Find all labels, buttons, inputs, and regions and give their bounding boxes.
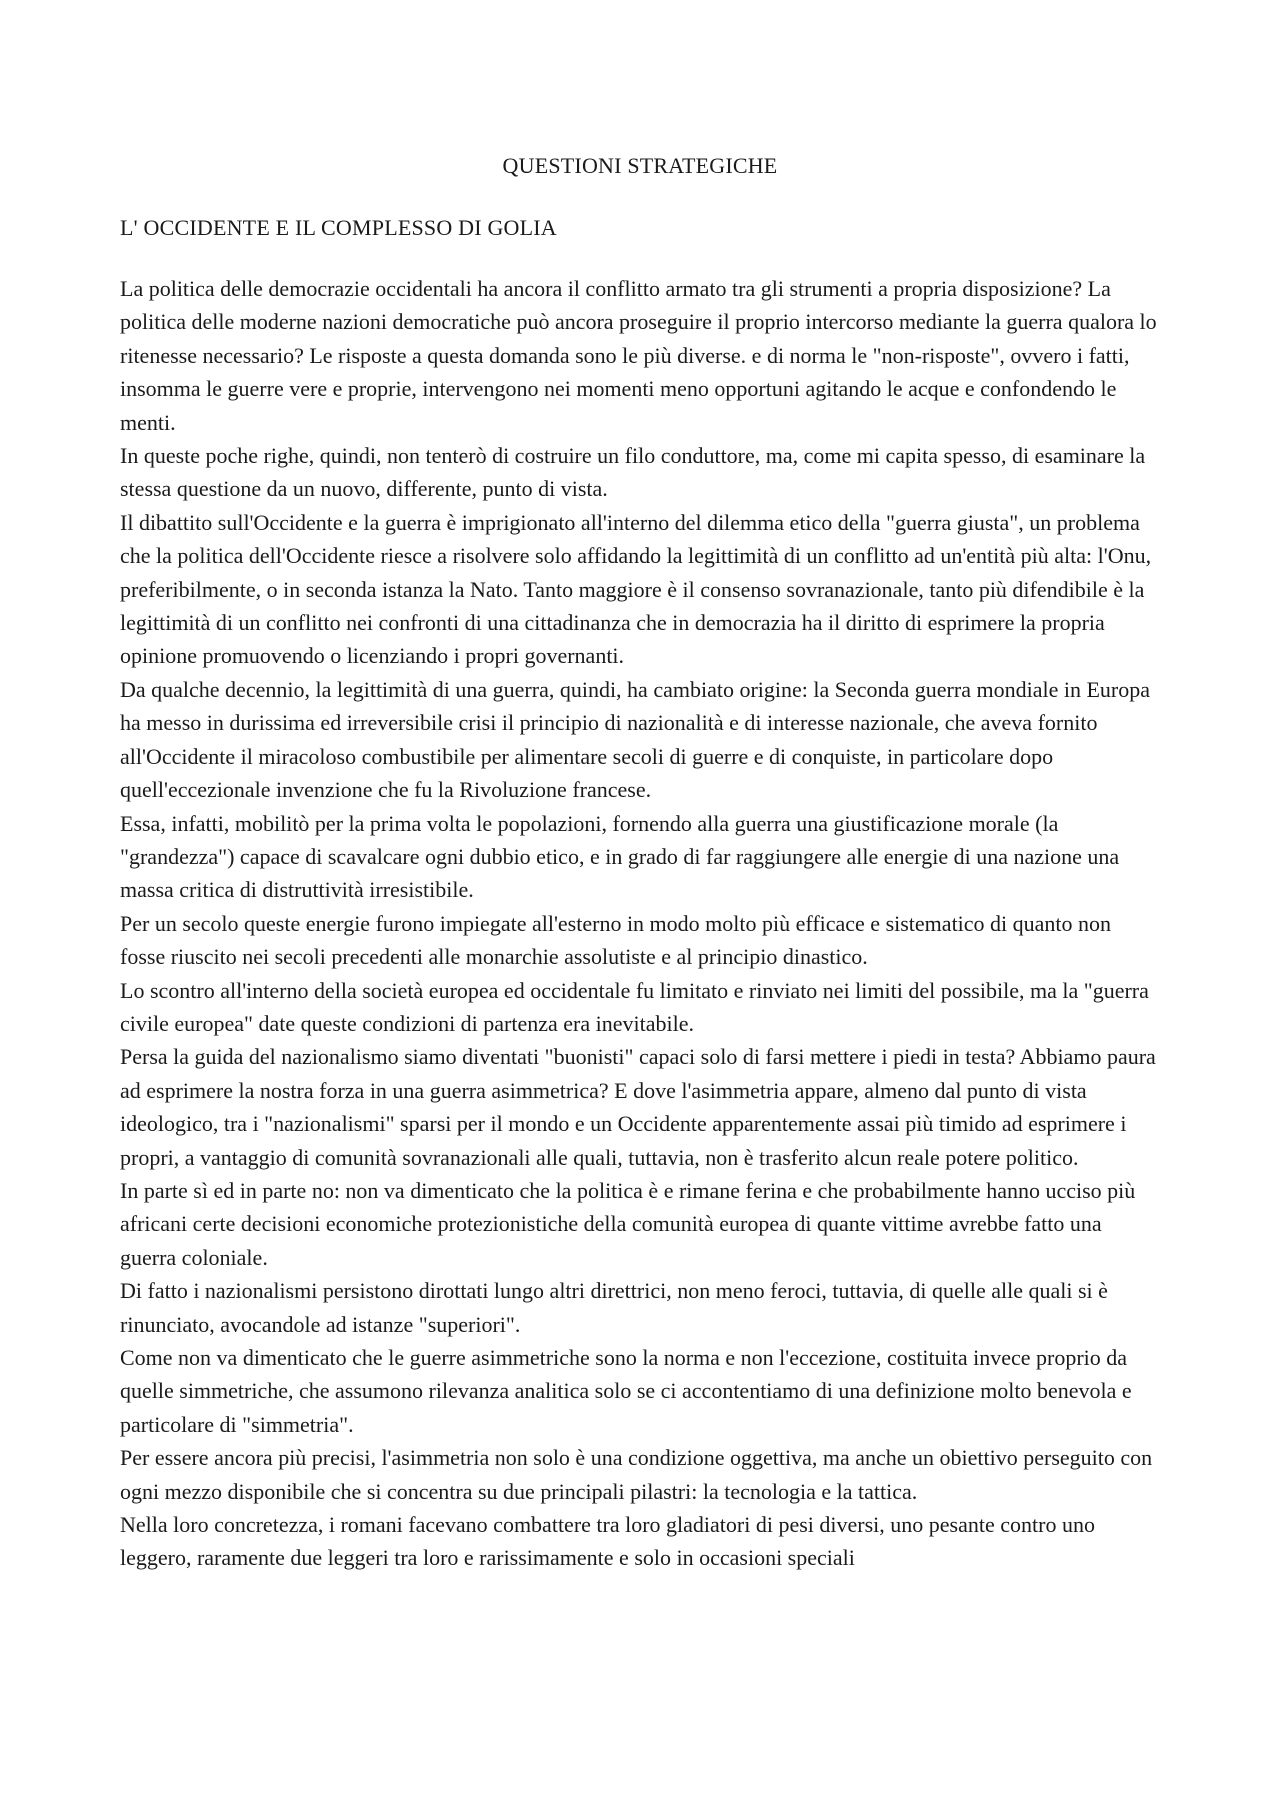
paragraph-13: Nella loro concretezza, i romani facevano combattere tra loro gladiatori di pesi diversi, uno pesante contro uno leggero, raramente due leggeri tra loro e rarissimamente e solo in occasioni speciali [120,1512,1095,1571]
document-title: QUESTIONI STRATEGICHE [502,153,778,178]
paragraph-11: Come non va dimenticato che le guerre asimmetriche sono la norma e non l'eccezione, costituita invece proprio da quelle simmetriche, che assumono rilevanza analitica solo se ci accontentiamo di una definizione molto benevola e particolare di "simmetria". [120,1345,1132,1437]
paragraph-12: Per essere ancora più precisi, l'asimmetria non solo è una condizione oggettiva, ma anche un obiettivo perseguito con ogni mezzo disponibile che si concentra su due principali pilastri: la tecnologia e la tattica. [120,1445,1153,1504]
paragraph-5: Essa, infatti, mobilitò per la prima volta le popolazioni, fornendo alla guerra una giustificazione morale (la "grandezza") capace di scavalcare ogni dubbio etico, e in grado di far raggiungere alle energie di una nazione una massa critica di distruttività irresistibile. [120,810,1120,903]
paragraph-1: La politica delle democrazie occidentali ha ancora il conflitto armato tra gli strumenti a propria disposizione? La politica delle moderne nazioni democratiche può ancora proseguire il proprio intercorso mediante la guerra qualora lo ritenesse necessario? Le risposte a questa domanda sono le più diverse. e di norma le "non-risposte", ovvero i fatti, insomma le guerre vere e proprie, intervengono nei momenti meno opportuni agitando le acque e confondendo le menti. [120,276,1157,435]
paragraph-10: Di fatto i nazionalismi persistono dirottati lungo altri direttrici, non meno feroci, tuttavia, di quelle alle quali si è rinunciato, avocandole ad istanze "superiori". [120,1278,1108,1337]
article-text [120,272,1160,1575]
document-body [120,150,1160,1575]
paragraph-7: Lo scontro all'interno della società europea ed occidentale fu limitato e rinviato nei limiti del possibile, ma la "guerra civile europea" date queste condizioni di partenza era inevitabile. [120,977,1149,1036]
paragraph-9: In parte sì ed in parte no: non va dimenticato che la politica è e rimane ferina e che probabilmente hanno ucciso più africani certe decisioni economiche protezionistiche della comunità europea di quante vittime avrebbe fatto una guerra coloniale. [120,1177,1136,1270]
paragraph-4: Da qualche decennio, la legittimità di una guerra, quindi, ha cambiato origine: la Seconda guerra mondiale in Europa ha messo in durissima ed irreversibile crisi il principio di nazionalità e di interesse nazionale, che aveva fornito all'Occidente il miracoloso combustibile per alimentare secoli di guerre e di conquiste, in particolare dopo quell'eccezionale invenzione che fu la Rivoluzione francese. [120,676,1150,803]
paragraph-6: Per un secolo queste energie furono impiegate all'esterno in modo molto più efficace e sistematico di quanto non fosse riuscito nei secoli precedenti alle monarchie assolutiste e al principio dinastico. [120,910,1112,970]
paragraph-3: Il dibattito sull'Occidente e la guerra è imprigionato all'interno del dilemma etico della "guerra giusta", un problema che la politica dell'Occidente riesce a risolvere solo affidando la legittimità di un conflitto ad un'entità più alta: l'Onu, preferibilmente, o in seconda istanza la Nato. Tanto maggiore è il consenso sovranazionale, tanto più difendibile è la legittimità di un conflitto nei confronti di una cittadinanza che in democrazia ha il diritto di esprimere la propria opinione promuovendo o licenziando i propri governanti. [120,509,1152,669]
document-subtitle: L' OCCIDENTE E IL COMPLESSO DI GOLIA [120,215,557,240]
paragraph-8: Persa la guida del nazionalismo siamo diventati "buonisti" capaci solo di farsi mettere i piedi in testa? Abbiamo paura ad esprimere la nostra forza in una guerra asimmetrica? E dove l'asimmetria appare, almeno dal punto di vista ideologico, tra i "nazionalismi" sparsi per il mondo e un Occidente apparentemente assai più timido ad esprimere i propri, a vantaggio di comunità sovranazionali alle quali, tuttavia, non è trasferito alcun reale potere politico. [120,1044,1156,1170]
paragraph-2: In queste poche righe, quindi, non tenterò di costruire un filo conduttore, ma, come mi capita spesso, di esaminare la stessa questione da un nuovo, differente, punto di vista. [120,443,1146,502]
